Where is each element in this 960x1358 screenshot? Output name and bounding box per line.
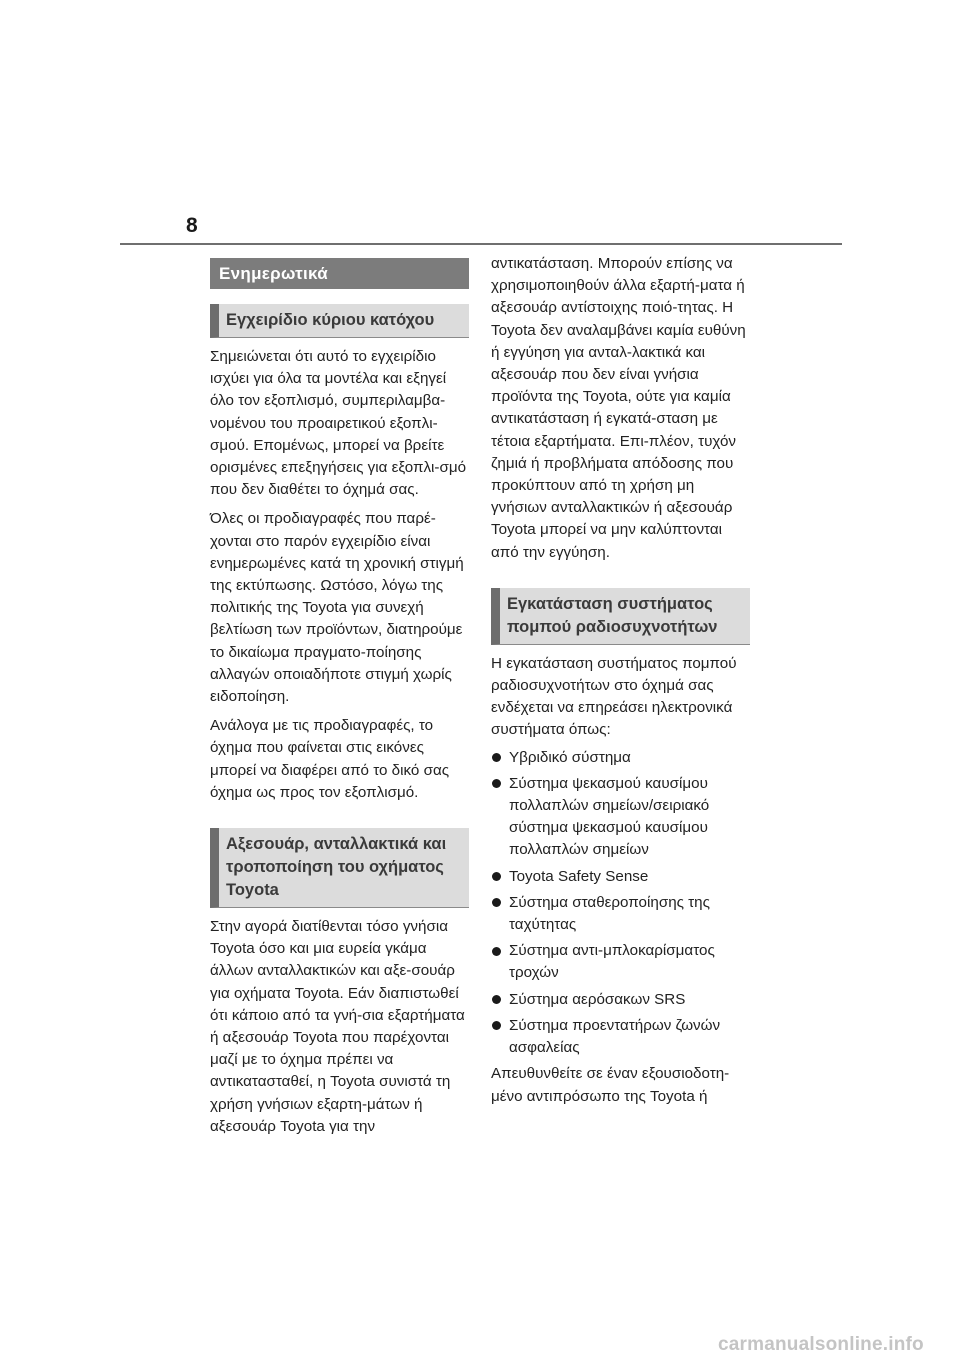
owner-manual-heading: Εγχειρίδιο κύριου κατόχου — [210, 304, 469, 338]
bullet-icon — [492, 753, 501, 762]
rf-transmitter-intro: Η εγκατάσταση συστήματος πομπού ραδιοσυχνοτήτων στο όχημά σας ενδέχεται να επηρεάσει ηλεκτρονικά συστήματα όπως: — [491, 654, 737, 739]
accessories-paragraph-continued: αντικατάσταση. Μπορούν επίσης να χρησιμοποιηθούν άλλα εξαρτή-ματα ή αξεσουάρ αντίστοιχης ποιό-τητας. Η Toyota δεν αναλαμβάνει καμία ευθύνη ή εγγύηση για ανταλ-λακτικά και αξεσουάρ που δεν είναι γνήσια προϊόντα της Toyota, ούτε για καμία αντικατάσταση ή εγκατά-σταση με τέτοια εξαρτήματα. Επι-πλέον, τυχόν ζημιά ή προβλήματα απόδοσης που προκύπτουν από τη χρήση μη γνήσιων ανταλλακτικών ή αξεσουάρ Toyota μπορεί να μην καλύπτονται από την εγγύηση. — [491, 255, 746, 561]
accessories-paragraph: Στην αγορά διατίθενται τόσο γνήσια Toyota όσο και μια ευρεία γκάμα άλλων ανταλλακτικών και αξε-σουάρ για οχήματα Toyota. Εάν διαπιστωθεί ότι κάποιο από τα γνή-σια εξαρτήματα ή αξεσουάρ Toyota που παρέχονται μαζί με το όχημα πρέπει να αντικατασταθεί, η Toyota συνιστά τη χρήση γνήσιων εξαρτη-μάτων ή αξεσουάρ Toyota για την — [210, 918, 465, 1135]
list-item-text: Σύστημα αντι-μπλοκαρίσματος τροχών — [509, 942, 715, 982]
owner-manual-paragraph-3: Ανάλογα με τις προδιαγραφές, το όχημα που φαίνεται στις εικόνες μπορεί να διαφέρει από το δικό σας όχημα ως προς τον εξοπλισμό. — [210, 717, 450, 801]
header-rule — [120, 243, 842, 245]
list-item-text: Σύστημα ψεκασμού καυσίμου πολλαπλών σημείων/σειριακό σύστημα ψεκασμού καυσίμου πολλαπλών σημείων — [509, 774, 710, 859]
watermark: carmanualsonline.info — [718, 1334, 924, 1355]
list-item — [491, 747, 750, 769]
section-title: Ενημερωτικά — [210, 258, 469, 289]
rf-transmitter-closing: Απευθυνθείτε σε έναν εξουσιοδοτη-μένο αντιπρόσωπο της Toyota ή — [491, 1065, 730, 1105]
list-item — [491, 773, 750, 862]
list-item-text: Σύστημα σταθεροποίησης της ταχύτητας — [509, 893, 710, 934]
left-column — [210, 258, 469, 1138]
owner-manual-paragraph-1: Σημειώνεται ότι αυτό το εγχειρίδιο ισχύει για όλα τα μοντέλα και εξηγεί όλο τον εξοπλισμό, συμπεριλαμβα-νομένου του προαιρετικού εξοπλι-σμού. Επομένως, μπορεί να βρείτε ορισμένες επεξηγήσεις για εξοπλι-σμό που δεν διαθέτει το όχημά σας. — [210, 348, 467, 499]
list-item — [491, 1015, 750, 1059]
owner-manual-paragraph-2: Όλες οι προδιαγραφές που παρέ-χονται στο παρόν εγχειρίδιο είναι ενημερωμένες κατά τη χρονική στιγμή της εκτύπωσης. Ωστόσο, λόγω της πολιτικής της Toyota για συνεχή βελτίωση των προϊόντων, διατηρούμε το δικαίωμα πραγματο-ποίησης αλλαγών οποιαδήποτε στιγμή χωρίς ειδοποίηση. — [210, 510, 464, 706]
page-number: 8 — [186, 214, 198, 237]
bullet-icon — [492, 898, 501, 907]
bullet-icon — [492, 872, 501, 881]
affected-systems-list — [491, 747, 750, 1060]
list-item-text: Σύστημα προεντατήρων ζωνών ασφαλείας — [509, 1016, 721, 1057]
accessories-heading: Αξεσουάρ, ανταλλακτικά και τροποποίηση του οχήματος Toyota — [210, 828, 469, 908]
list-item-text: Σύστημα αερόσακων SRS — [509, 990, 686, 1008]
list-item — [491, 892, 750, 936]
list-item — [491, 866, 750, 888]
bullet-icon — [492, 995, 501, 1004]
bullet-icon — [492, 947, 501, 956]
list-item — [491, 989, 750, 1011]
bullet-icon — [492, 1021, 501, 1030]
bullet-icon — [492, 779, 501, 788]
right-column — [491, 255, 750, 1108]
list-item — [491, 940, 750, 984]
rf-transmitter-heading: Εγκατάσταση συστήματος πομπού ραδιοσυχνοτήτων — [491, 588, 750, 645]
list-item-text: Toyota Safety Sense — [509, 867, 649, 885]
list-item-text: Υβριδικό σύστημα — [509, 748, 631, 766]
